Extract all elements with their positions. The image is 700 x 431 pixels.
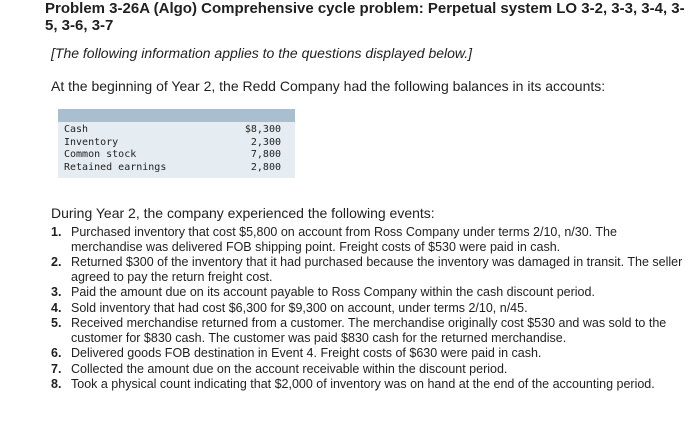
table-header-bar <box>58 109 295 122</box>
account-amount: 7,800 <box>250 149 281 161</box>
intro-text: At the beginning of Year 2, the Redd Company had the following balances in its accounts: <box>51 78 606 94</box>
event-text: Received merchandise returned from a customer. The merchandise originally cost $530 and was sold to the customer for $830 cash. The customer was paid $830 cash for the returned merchandise. <box>71 316 667 345</box>
event-text: Delivered goods FOB destination in Event 4. Freight costs of $630 were paid in cash. <box>71 346 542 360</box>
events-intro: During Year 2, the company experienced the following events: <box>51 205 435 221</box>
event-number: 7. <box>51 361 62 376</box>
list-item <box>51 316 691 345</box>
list-item <box>51 362 691 377</box>
problem-title: Problem 3-26A (Algo) Comprehensive cycle problem: Perpetual system LO 3-2, 3-3, 3-4, 3-5, 3-6, 3-7 <box>45 0 685 34</box>
account-name: Retained earnings <box>64 161 167 173</box>
event-text: Took a physical count indicating that $2,000 of inventory was on hand at the end of the accounting period. <box>71 377 655 391</box>
event-number: 8. <box>51 377 62 391</box>
event-text: Returned $300 of the inventory that it had purchased because the inventory was damaged in transit. The seller agreed to pay the return freight cost. <box>71 255 683 284</box>
list-item <box>51 346 691 361</box>
list-item <box>51 377 691 392</box>
event-text: Collected the amount due on the account receivable within the discount period. <box>71 361 508 376</box>
balances-table <box>58 109 295 178</box>
table-row <box>58 162 295 175</box>
list-item <box>51 225 691 254</box>
event-number: 5. <box>51 316 62 330</box>
table-row <box>58 149 295 162</box>
event-text: Paid the amount due on its account payable to Ross Company within the cash discount period. <box>71 285 595 299</box>
info-note: [The following information applies to the questions displayed below.] <box>51 45 473 61</box>
account-name: Inventory <box>64 136 119 148</box>
account-name: Common stock <box>64 149 137 161</box>
event-number: 2. <box>51 255 62 269</box>
list-item <box>51 255 691 284</box>
account-amount: 2,800 <box>250 161 281 173</box>
account-amount: 2,300 <box>250 136 281 148</box>
events-list <box>51 225 691 393</box>
event-text: Sold inventory that had cost $6,300 for $9,300 on account, under terms 2/10, n/45. <box>71 300 528 315</box>
event-number: 4. <box>51 300 62 315</box>
table-row <box>58 124 295 137</box>
table-row <box>58 137 295 150</box>
event-number: 3. <box>51 285 62 299</box>
account-name: Cash <box>64 124 89 135</box>
list-item <box>51 285 691 300</box>
event-number: 1. <box>51 225 62 239</box>
event-number: 6. <box>51 346 62 360</box>
event-text: Purchased inventory that cost $5,800 on account from Ross Company under terms 2/10, n/30. The merchandise was delivered FOB shipping point. Freight costs of $530 were paid in cash. <box>71 225 617 254</box>
list-item <box>51 301 691 316</box>
account-amount: $8,300 <box>244 124 281 135</box>
